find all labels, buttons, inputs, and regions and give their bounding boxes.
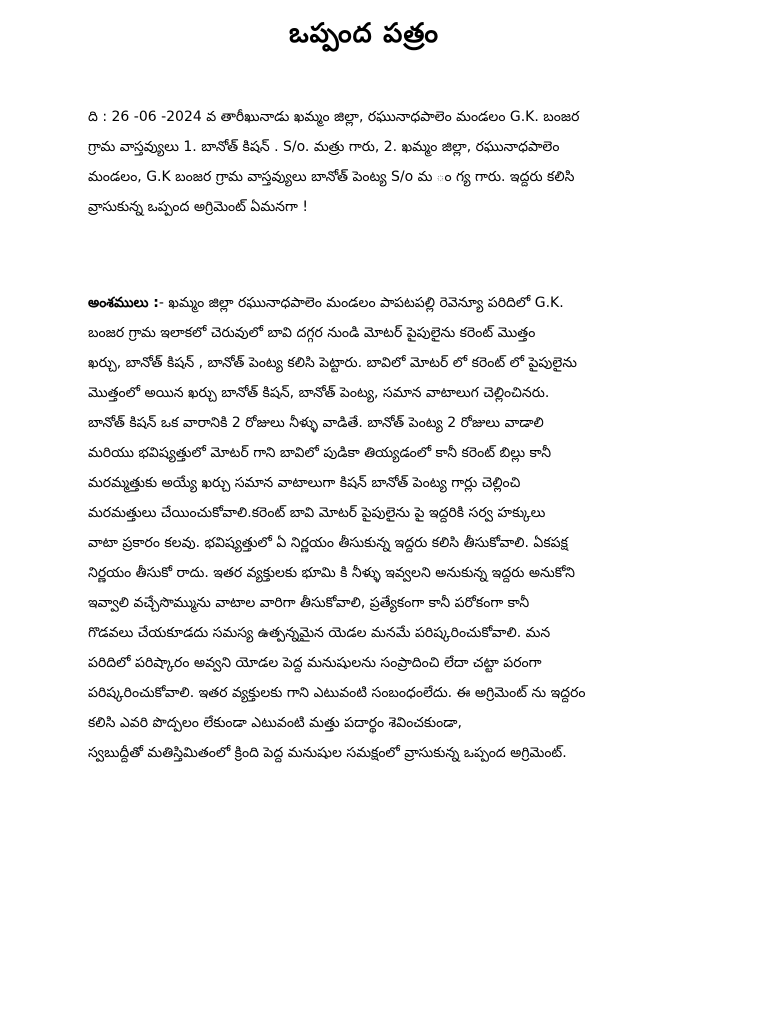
terms-line: గొడవలు చేయకూడదు సమస్య ఉత్పన్నమైన యెడల మనమే పరిష్కరించుకోవాలి. మన xyxy=(88,625,551,641)
document-title: ఒప్పంద పత్రం xyxy=(288,18,440,49)
intro-line: వ్రాసుకున్న ఒప్పంద అగ్రిమెంట్ ఏమనగా ! xyxy=(88,199,308,215)
intro-line: ది : 26 -06 -2024 వ తారీఖునాడు ఖమ్మం జిల్లా, రఘునాధపాలెం మండలం G.K. బంజర xyxy=(88,109,580,125)
terms-line: కలిసి ఎవరి పొద్పలం లేకుండా ఎటువంటి మత్తు పదార్థం శెవించకుండా, xyxy=(88,715,462,731)
intro-line: గ్రామ వాస్తవ్యులు 1. బానోత్ కిషన్ . S/o. మత్రు గారు, 2. ఖమ్మం జిల్లా, రఘునాధపాలెం xyxy=(88,139,560,155)
terms-line: స్వబుద్దీతో మతిస్తిమితంలో క్రింది పెద్ద మనుషుల సమక్షంలో వ్రాసుకున్న ఒప్పంద అగ్రిమెంట్. xyxy=(88,745,567,761)
terms-line: మరియు భవిష్యత్తులో మోటర్ గాని బావిలో పుడికా తియ్యడంలో కానీ కరెంట్ బిల్లు కానీ xyxy=(88,445,552,461)
terms-line: బంజర గ్రామ ఇలాకలో చెరువులో బావి దగ్గర నుండి మోటర్ పైపులైను కరెంట్ మొత్తం xyxy=(88,325,536,341)
intro-paragraph xyxy=(88,102,688,222)
terms-line: మరమ్మత్తుకు అయ్యే ఖర్చు సమాన వాటాలుగా కిషన్ బానోత్ పెంట్య గార్లు చెల్లించి xyxy=(88,475,521,491)
terms-line: వాటా ప్రకారం కలవు. భవిష్యత్తులో ఏ నిర్ణయం తీసుకున్న ఇద్దరు కలిసి తీసుకోవాలి. ఏకపక్ష xyxy=(88,535,568,551)
terms-line-first xyxy=(88,288,688,318)
terms-line: పరిదిలో పరిష్కారం అవ్వని యోడల పెద్ద మనుషులను సంప్రాదించి లేదా చట్టా పరంగా xyxy=(88,655,542,671)
intro-line: మండలం, G.K బంజర గ్రామ వాస్తవ్యులు బానోత్ పెంట్య S/o మ ం గ్య గారు. ఇద్దరు కలిసి xyxy=(88,169,575,185)
terms-line: మొత్తంలో అయిన ఖర్చు బానోత్ కిషన్, బానోత్ పెంట్య, సమాన వాటాలుగ చెల్లించినరు. xyxy=(88,385,550,401)
terms-line: బానోత్ కిషన్ ఒక వారానికి 2 రోజులు నీళ్ళు వాడితే. బానోత్ పెంట్య 2 రోజులు వాడాలి xyxy=(88,415,544,431)
terms-line: నిర్ణయం తీసుకో రాదు. ఇతర వ్యక్తులకు భూమి కి నీళ్ళు ఇవ్వలని అనుకున్న ఇద్దరు అనుకోని xyxy=(88,565,576,581)
terms-line: మరమత్తులు చేయించుకోవాలి.కరెంట్ బావి మోటర్ పైపులైను పై ఇద్దరికి సర్వ హక్కులు xyxy=(88,505,546,521)
terms-line-text: - ఖమ్మం జిల్లా రఘునాధపాలెం మండలం పాపటపల్లి రెవెన్యూ పరిదిలో G.K. xyxy=(158,295,564,311)
terms-paragraph xyxy=(88,288,688,768)
terms-line: ఖర్చు, బానోత్ కిషన్ , బానోత్ పెంట్య కలిసి పెట్టారు. బావిలో మోటర్ లో కరెంట్ లో పైపులైను xyxy=(88,355,578,371)
terms-heading: అంశములు : xyxy=(88,295,159,311)
terms-line: ఇవ్వాలి వచ్చేసొమ్మును వాటాల వారిగా తీసుకోవాలి, ప్రత్యేకంగా కానీ పరోకంగా కానీ xyxy=(88,595,530,611)
terms-line: పరిష్కరించుకోవాలి. ఇతర వ్యక్తులకు గాని ఎటువంటి సంబంధంలేదు. ఈ అగ్రిమెంట్ ను ఇద్దరం xyxy=(88,685,586,701)
